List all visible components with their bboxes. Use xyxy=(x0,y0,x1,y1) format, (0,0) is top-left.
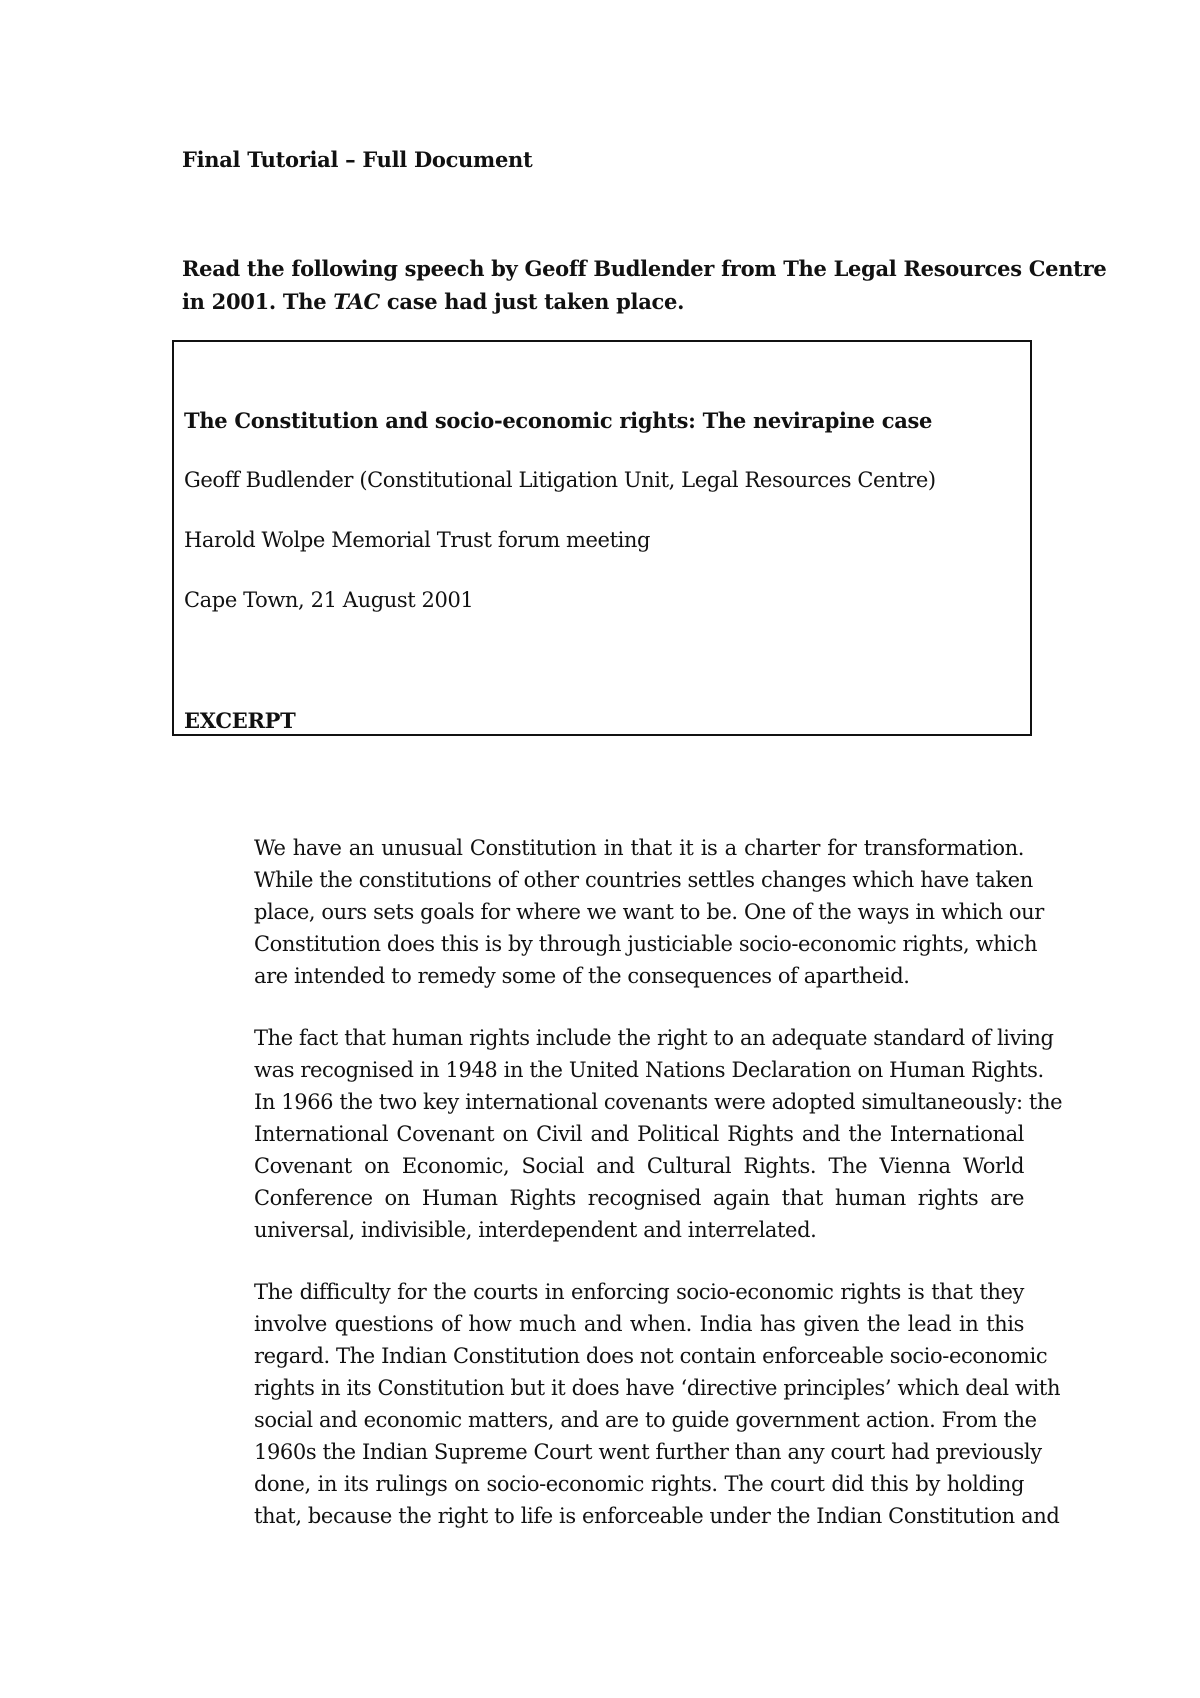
body-paragraph xyxy=(254,832,1044,992)
paragraph-line: was recognised in 1948 in the United Nations Declaration on Human Rights. xyxy=(254,1058,1044,1082)
paragraph-line: social and economic matters, and are to guide government action. From the xyxy=(254,1408,1037,1432)
speech-title: The Constitution and socio-economic rights: The nevirapine case xyxy=(184,408,933,433)
excerpt-box xyxy=(172,340,1032,736)
speech-author: Geoff Budlender (Constitutional Litigation Unit, Legal Resources Centre) xyxy=(184,468,936,492)
speech-place-date: Cape Town, 21 August 2001 xyxy=(184,588,474,612)
paragraph-line: While the constitutions of other countries settles changes which have taken xyxy=(254,868,1033,892)
paragraph-line: that, because the right to life is enforceable under the Indian Constitution and xyxy=(254,1504,1060,1528)
paragraph-line: International Covenant on Civil and Political Rights and the International xyxy=(254,1122,1024,1146)
paragraph-line: The difficulty for the courts in enforcing socio-economic rights is that they xyxy=(254,1280,1024,1304)
paragraph-line: We have an unusual Constitution in that it is a charter for transformation. xyxy=(254,836,1024,860)
paragraph-line: Conference on Human Rights recognised again that human rights are xyxy=(254,1186,1024,1210)
instruction-line: Read the following speech by Geoff Budlender from The Legal Resources Centre xyxy=(182,256,1107,281)
instruction-line xyxy=(182,285,1032,318)
paragraph-line: Covenant on Economic, Social and Cultural Rights. The Vienna World xyxy=(254,1154,1024,1178)
case-name: TAC xyxy=(333,289,380,314)
paragraph-line: Constitution does this is by through justiciable socio-economic rights, which xyxy=(254,932,1038,956)
paragraph-line: universal, indivisible, interdependent and interrelated. xyxy=(254,1218,817,1242)
paragraph-line: done, in its rulings on socio-economic rights. The court did this by holding xyxy=(254,1472,1024,1496)
paragraph-line: In 1966 the two key international covenants were adopted simultaneously: the xyxy=(254,1090,1063,1114)
paragraph-line: regard. The Indian Constitution does not contain enforceable socio-economic xyxy=(254,1344,1048,1368)
speech-event: Harold Wolpe Memorial Trust forum meeting xyxy=(184,528,651,552)
paragraph-line: are intended to remedy some of the consequences of apartheid. xyxy=(254,964,910,988)
paragraph-line: rights in its Constitution but it does have ‘directive principles’ which deal with xyxy=(254,1376,1061,1400)
document-title: Final Tutorial – Full Document xyxy=(182,147,533,172)
paragraph-line: place, ours sets goals for where we want to be. One of the ways in which our xyxy=(254,900,1044,924)
instruction-fragment: case had just taken place. xyxy=(379,289,685,314)
instruction-text xyxy=(182,252,1107,318)
paragraph-line: 1960s the Indian Supreme Court went further than any court had previously xyxy=(254,1440,1042,1464)
paragraph-line: involve questions of how much and when. India has given the lead in this xyxy=(254,1312,1024,1336)
excerpt-label: EXCERPT xyxy=(184,708,296,733)
body-paragraph xyxy=(254,1022,1063,1246)
paragraph-line: The fact that human rights include the right to an adequate standard of living xyxy=(254,1026,1054,1050)
instruction-fragment: in 2001. The xyxy=(182,289,334,314)
body-paragraph xyxy=(254,1276,1061,1532)
